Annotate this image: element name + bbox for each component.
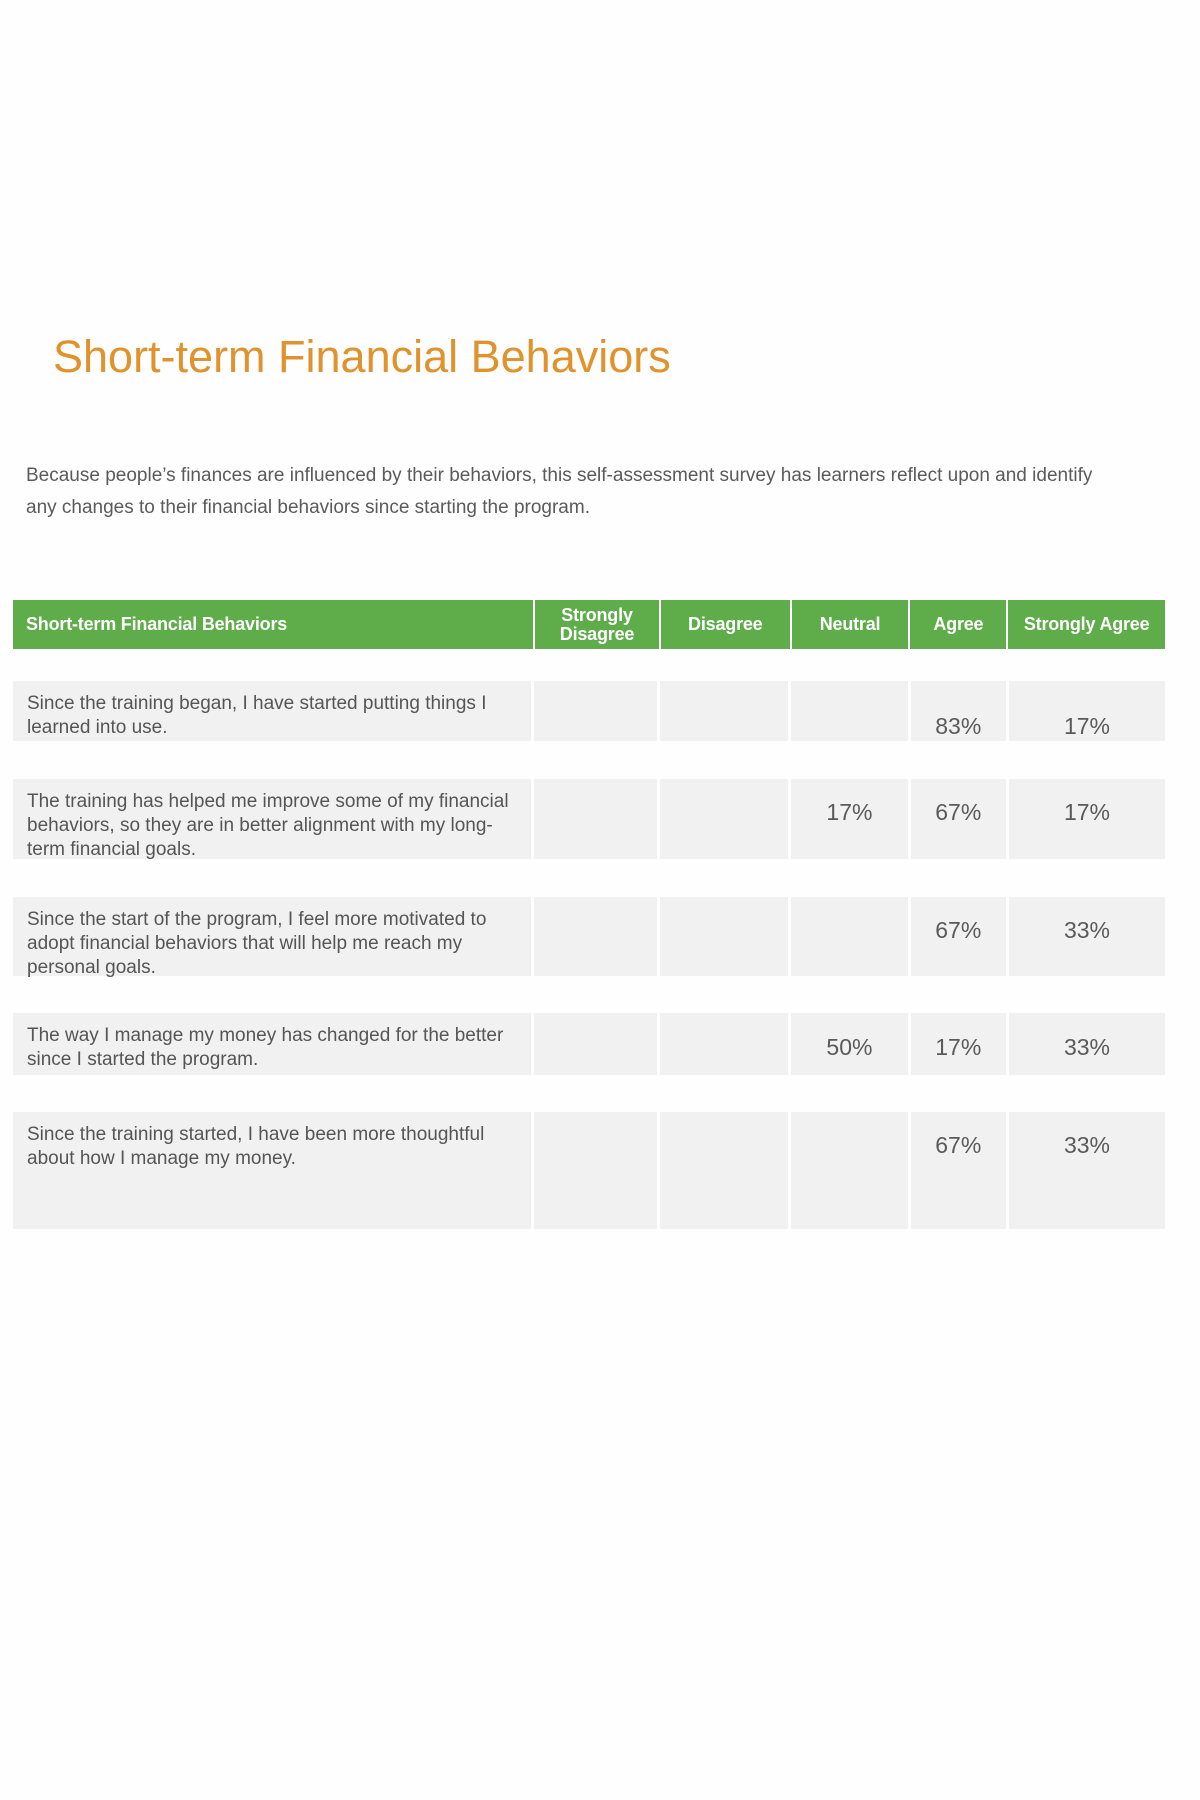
disagree-cell: [660, 1112, 788, 1229]
strongly-disagree-cell: [534, 1013, 657, 1075]
table-row: [13, 779, 1165, 859]
header-behaviors: Short-term Financial Behaviors: [13, 600, 533, 649]
table-row: [13, 897, 1165, 976]
strongly-disagree-cell: [534, 779, 657, 859]
strongly-agree-cell: 33%: [1009, 897, 1165, 976]
agree-cell: 67%: [911, 779, 1006, 859]
agree-cell: 17%: [911, 1013, 1006, 1075]
disagree-cell: [660, 1013, 788, 1075]
table-row: [13, 1112, 1165, 1229]
disagree-cell: [660, 897, 788, 976]
strongly-agree-cell: 33%: [1009, 1013, 1165, 1075]
disagree-cell: [660, 681, 788, 741]
agree-cell: 67%: [911, 897, 1006, 976]
header-neutral: Neutral: [792, 600, 909, 649]
strongly-agree-cell: 17%: [1009, 681, 1165, 741]
neutral-cell: 17%: [791, 779, 907, 859]
statement-cell: The way I manage my money has changed for the better since I started the program.: [13, 1013, 531, 1075]
agree-cell: 83%: [911, 681, 1006, 741]
survey-table: [13, 600, 1165, 1229]
header-disagree: Disagree: [661, 600, 790, 649]
neutral-cell: 50%: [791, 1013, 907, 1075]
strongly-agree-cell: 17%: [1009, 779, 1165, 859]
table-row: [13, 681, 1165, 741]
strongly-disagree-cell: [534, 681, 657, 741]
header-strongly-agree: Strongly Agree: [1008, 600, 1165, 649]
neutral-cell: [791, 681, 907, 741]
intro-paragraph: Because people’s finances are influenced by their behaviors, this self-assessment survey has learners reflect upon and identify any changes to their financial behaviors since starting the program.: [26, 465, 1093, 518]
disagree-cell: [660, 779, 788, 859]
strongly-disagree-cell: [534, 897, 657, 976]
statement-cell: Since the training started, I have been more thoughtful about how I manage my money.: [13, 1112, 531, 1229]
header-strongly-disagree: Strongly Disagree: [535, 600, 659, 649]
table-header-row: [13, 600, 1165, 649]
strongly-disagree-cell: [534, 1112, 657, 1229]
statement-cell: Since the training began, I have started putting things I learned into use.: [13, 681, 531, 741]
neutral-cell: [791, 1112, 907, 1229]
statement-cell: The training has helped me improve some of my financial behaviors, so they are in better alignment with my long-term financial goals.: [13, 779, 531, 859]
strongly-agree-cell: 33%: [1009, 1112, 1165, 1229]
statement-cell: Since the start of the program, I feel more motivated to adopt financial behaviors that will help me reach my personal goals.: [13, 897, 531, 976]
neutral-cell: [791, 897, 907, 976]
header-agree: Agree: [910, 600, 1006, 649]
page-title: Short-term Financial Behaviors: [53, 331, 671, 382]
agree-cell: 67%: [911, 1112, 1006, 1229]
table-row: [13, 1013, 1165, 1075]
